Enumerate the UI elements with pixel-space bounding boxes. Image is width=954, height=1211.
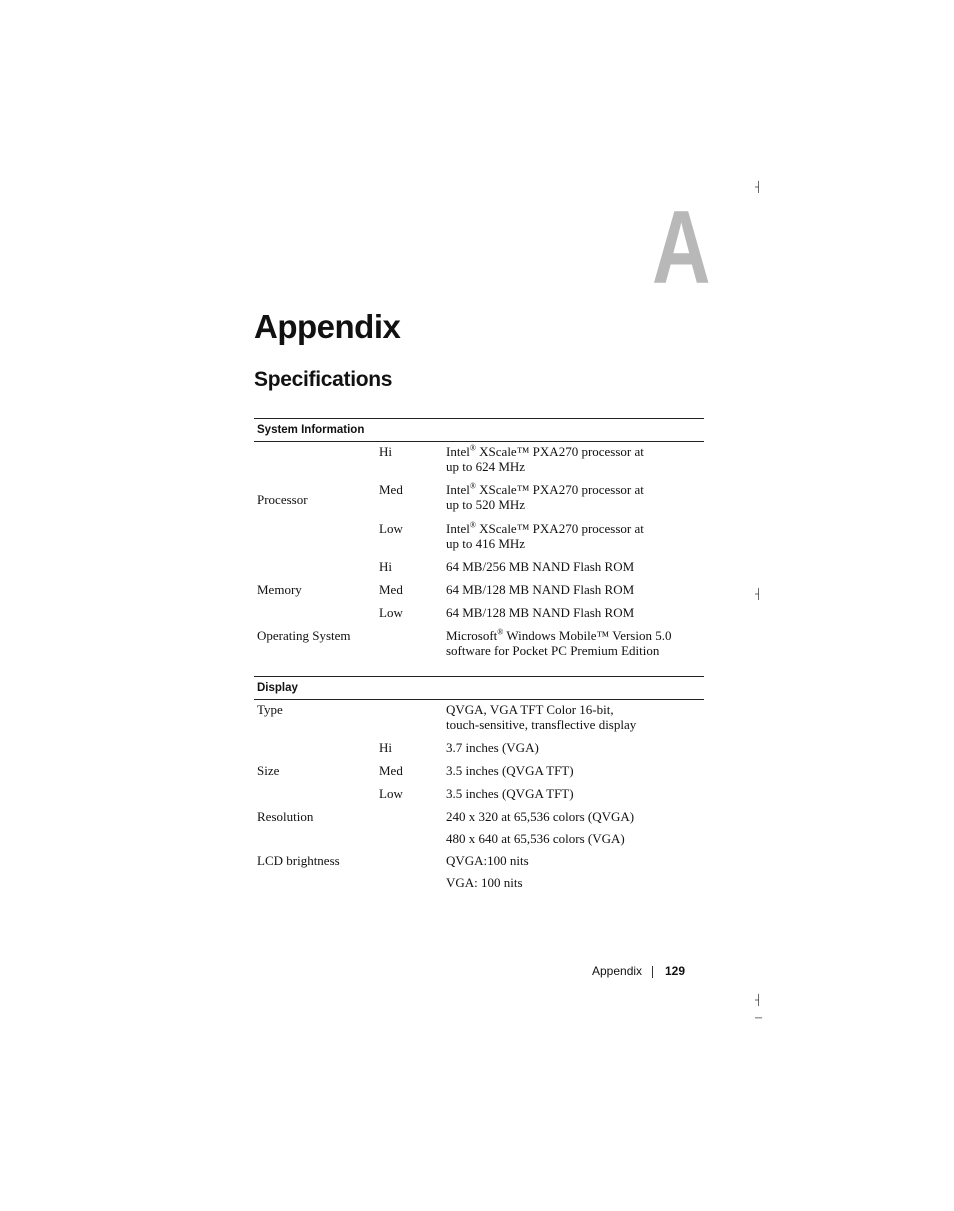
display-heading: Display (254, 676, 704, 700)
size-hi-value: 3.7 inches (VGA) (446, 740, 539, 755)
size-low-level: Low (379, 786, 403, 801)
memory-med-value: 64 MB/128 MB NAND Flash ROM (446, 582, 635, 597)
processor-low-level: Low (379, 521, 403, 536)
os-value: Microsoft® Windows Mobile™ Version 5.0 software for Pocket PC Premium Edition (446, 627, 672, 658)
memory-hi-value: 64 MB/256 MB NAND Flash ROM (446, 559, 635, 574)
page-footer (592, 964, 686, 978)
lcd-brightness-label: LCD brightness (257, 853, 340, 868)
processor-hi-level: Hi (379, 444, 392, 459)
display-size-label: Size (257, 763, 280, 778)
size-low-value: 3.5 inches (QVGA TFT) (446, 786, 574, 801)
system-information-heading: System Information (254, 418, 704, 442)
processor-low-value: Intel® XScale™ PXA270 processor at up to 416 MHz (446, 520, 644, 551)
brightness-value-vga: VGA: 100 nits (446, 875, 523, 890)
brightness-value-qvga: QVGA:100 nits (446, 853, 529, 868)
processor-med-level: Med (379, 482, 403, 497)
footer-section-name: Appendix (592, 964, 643, 978)
memory-low-level: Low (379, 605, 403, 620)
processor-label: Processor (257, 492, 308, 507)
size-med-value: 3.5 inches (QVGA TFT) (446, 763, 574, 778)
resolution-value-vga: 480 x 640 at 65,536 colors (VGA) (446, 831, 625, 846)
memory-med-level: Med (379, 582, 403, 597)
chapter-title: Appendix (254, 308, 401, 345)
os-label: Operating System (257, 628, 351, 643)
size-hi-level: Hi (379, 740, 392, 755)
system-information-grid (254, 442, 704, 676)
memory-label: Memory (257, 582, 302, 597)
crop-mark-icon: ─ (755, 1013, 763, 1024)
memory-low-value: 64 MB/128 MB NAND Flash ROM (446, 605, 635, 620)
display-type-label: Type (257, 702, 283, 717)
specifications-table (254, 418, 704, 900)
display-grid (254, 700, 704, 900)
processor-med-value: Intel® XScale™ PXA270 processor at up to 520 MHz (446, 481, 644, 512)
resolution-label: Resolution (257, 809, 314, 824)
page-number: 129 (665, 964, 686, 978)
footer-separator (652, 966, 653, 978)
crop-mark-icon: ┤ (755, 589, 763, 600)
processor-hi-value: Intel® XScale™ PXA270 processor at up to 624 MHz (446, 443, 644, 474)
memory-hi-level: Hi (379, 559, 392, 574)
chapter-letter: A (652, 190, 711, 306)
resolution-value-qvga: 240 x 320 at 65,536 colors (QVGA) (446, 809, 635, 824)
display-type-value: QVGA, VGA TFT Color 16-bit, touch-sensitive, transflective display (446, 702, 637, 732)
section-title: Specifications (254, 368, 393, 391)
crop-mark-icon: ┤ (755, 182, 763, 193)
size-med-level: Med (379, 763, 403, 778)
crop-mark-icon: ┤ (755, 995, 763, 1006)
